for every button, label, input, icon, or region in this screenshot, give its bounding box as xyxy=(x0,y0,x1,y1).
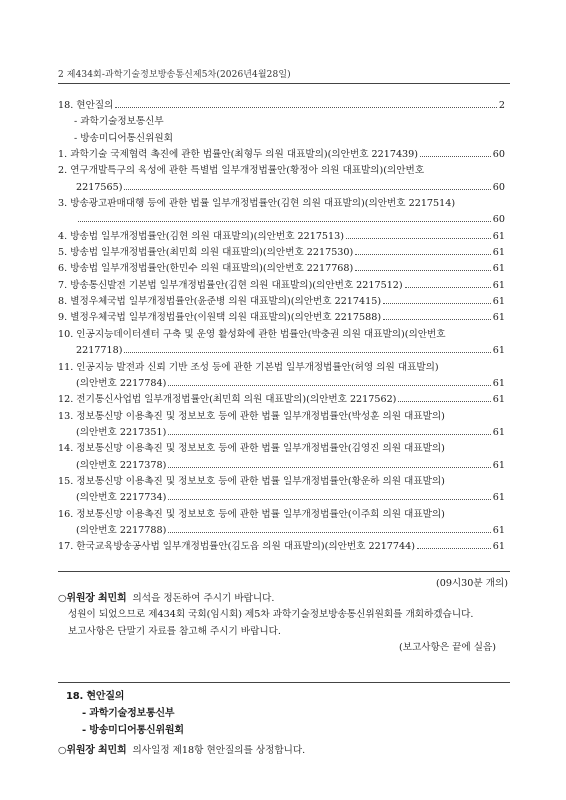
toc-item xyxy=(58,474,505,507)
toc-leader xyxy=(124,352,490,353)
toc-item-row xyxy=(58,425,505,441)
toc-leader xyxy=(405,287,491,288)
toc-item xyxy=(58,327,505,360)
toc-item-text: (의안번호 2217734) xyxy=(76,492,167,504)
toc-item xyxy=(58,278,505,294)
speech-text: 의석을 정돈하여 주시기 바랍니다. xyxy=(132,593,275,604)
speaker-mark: ○ xyxy=(58,745,67,756)
speech-paragraph: 성원이 되었으므로 제434회 국회(임시회) 제5차 과학기술정보방송통신위원회를 개회하겠습니다. xyxy=(68,609,474,621)
agenda-section xyxy=(58,689,510,739)
toc-item-text: 8. 별정우체국법 일부개정법률안(윤준병 의원 대표발의)(의안번호 2217415) xyxy=(58,296,382,308)
toc-item-row xyxy=(58,458,505,474)
toc-item-text: 15. 정보통신망 이용촉진 및 정보보호 등에 관한 법률 일부개정법률안(황운하 의원 대표발의) xyxy=(58,475,445,487)
toc-item-text: 16. 정보통신망 이용촉진 및 정보보호 등에 관한 법률 일부개정법률안(이주희 의원 대표발의) xyxy=(58,508,445,520)
toc-item-row xyxy=(58,245,505,261)
toc-item xyxy=(58,261,505,277)
toc-leader xyxy=(417,548,491,549)
toc-item-text: 2. 연구개발특구의 육성에 관한 특별법 일부개정법률안(황정아 의원 대표발의)(의안번호 xyxy=(58,165,425,177)
section-sub-ministry: - 과학기술정보통신부 xyxy=(82,707,175,719)
speaker-mark: ○ xyxy=(58,593,67,604)
toc-item-text: (의안번호 2217378) xyxy=(76,459,167,471)
report-note: (보고사항은 끝에 실음) xyxy=(399,642,496,654)
toc-item-page: 61 xyxy=(492,377,505,389)
toc-item-page: 61 xyxy=(492,541,505,553)
toc-item-row xyxy=(58,539,505,555)
toc-item-row xyxy=(58,294,505,310)
toc-item-page: 61 xyxy=(492,345,505,357)
opening-time: (09시30분 개의) xyxy=(435,578,508,589)
toc-item xyxy=(58,196,505,229)
toc-item-text: 2217718) xyxy=(76,345,123,357)
toc-item-page: 61 xyxy=(492,279,505,291)
toc-item-page: 61 xyxy=(492,394,505,406)
toc-section-page: 2 xyxy=(498,100,505,111)
toc-item-text: 11. 인공지능 발전과 신뢰 기반 조성 등에 관한 기본법 일부개정법률안(허영 의원 대표발의) xyxy=(58,361,439,373)
toc-item-row xyxy=(58,343,505,359)
toc-item-page: 61 xyxy=(492,524,505,536)
toc-item-text: 17. 한국교육방송공사법 일부개정법률안(김도읍 의원 대표발의)(의안번호 2217744) xyxy=(58,541,415,553)
speaker-name: 위원장 최민희 xyxy=(66,593,127,604)
toc-leader xyxy=(124,189,490,190)
page-header: 2 제434회-과학기술정보방송통신제5차(2026년4월28일) xyxy=(58,70,291,80)
toc-item-text: 3. 방송광고판매대행 등에 관한 법률 일부개정법률안(김현 의원 대표발의)(의안번호 2217514) xyxy=(58,198,456,210)
toc-item-row xyxy=(58,180,505,196)
section-rule xyxy=(58,682,510,683)
toc-item xyxy=(58,310,505,326)
toc-item xyxy=(58,229,505,245)
toc-item-text: 10. 인공지능데이터센터 구축 및 운영 활성화에 관한 법률안(박충권 의원 대표발의)(의안번호 xyxy=(58,328,446,340)
toc-leader xyxy=(420,156,491,157)
toc-sub-ministry: - 과학기술정보통신부 xyxy=(74,116,164,128)
toc-item-text: 5. 방송법 일부개정법률안(최민희 의원 대표발의)(의안번호 2217530) xyxy=(58,247,354,259)
toc-item xyxy=(58,360,505,393)
toc-item-row xyxy=(58,392,505,408)
toc-leader xyxy=(115,107,497,108)
toc-leader xyxy=(168,532,490,533)
toc-item-row xyxy=(58,147,505,163)
toc-item-page: 61 xyxy=(492,230,505,242)
toc-item-row xyxy=(58,376,505,392)
toc-item-page: 60 xyxy=(492,214,505,226)
toc-item-text: 14. 정보통신망 이용촉진 및 정보보호 등에 관한 법률 일부개정법률안(김영진 의원 대표발의) xyxy=(58,443,445,455)
toc-leader xyxy=(78,221,491,222)
toc-item xyxy=(58,507,505,540)
toc-item-text: 2217565) xyxy=(76,181,123,193)
toc-leader xyxy=(383,319,491,320)
toc-item-row xyxy=(58,278,505,294)
toc-bottom-rule xyxy=(58,571,510,572)
toc-item-row xyxy=(58,490,505,506)
toc-item-text: 4. 방송법 일부개정법률안(김현 의원 대표발의)(의안번호 2217513) xyxy=(58,230,344,242)
toc-item xyxy=(58,441,505,474)
speech-agenda xyxy=(58,741,510,756)
speech-paragraph: 보고사항은 단말기 자료를 참고해 주시기 바랍니다. xyxy=(68,625,281,637)
toc-leader xyxy=(355,270,491,271)
toc-sub-commission: - 방송미디어통신위원회 xyxy=(74,132,173,144)
toc-item xyxy=(58,409,505,442)
toc-item xyxy=(58,147,505,163)
toc-item xyxy=(58,392,505,408)
toc-leader xyxy=(168,434,490,435)
toc-item-text: (의안번호 2217351) xyxy=(76,426,167,438)
table-of-contents xyxy=(58,98,505,556)
toc-section-row xyxy=(58,98,505,114)
toc-item-text: 7. 방송통신발전 기본법 일부개정법률안(김현 의원 대표발의)(의안번호 2217512) xyxy=(58,279,403,291)
toc-item-row xyxy=(58,261,505,277)
toc-item-text: 12. 전기통신사업법 일부개정법률안(최민희 의원 대표발의)(의안번호 2217562) xyxy=(58,394,397,406)
toc-item-text: 6. 방송법 일부개정법률안(한민수 의원 대표발의)(의안번호 2217768) xyxy=(58,263,354,275)
section-sub-commission: - 방송미디어통신위원회 xyxy=(82,724,184,736)
toc-item-page: 61 xyxy=(492,263,505,275)
toc-item-page: 61 xyxy=(492,459,505,471)
toc-item-row xyxy=(58,229,505,245)
toc-item-page: 60 xyxy=(492,181,505,193)
toc-leader xyxy=(168,385,490,386)
toc-item-text: 13. 정보통신망 이용촉진 및 정보보호 등에 관한 법률 일부개정법률안(박성훈 의원 대표발의) xyxy=(58,410,445,422)
section-title: 18. 현안질의 xyxy=(66,691,125,702)
toc-item-row xyxy=(58,310,505,326)
header-rule xyxy=(58,83,510,84)
toc-item xyxy=(58,539,505,555)
toc-section-title: 18. 현안질의 xyxy=(58,100,114,111)
speech-opening xyxy=(58,591,510,656)
toc-leader xyxy=(398,401,490,402)
toc-leader xyxy=(346,238,491,239)
toc-item-page: 61 xyxy=(492,492,505,504)
toc-item-text: (의안번호 2217784) xyxy=(76,377,167,389)
toc-leader xyxy=(383,303,491,304)
toc-item-page: 61 xyxy=(492,296,505,308)
speech-text: 의사일정 제18항 현안질의를 상정합니다. xyxy=(132,745,306,756)
toc-item-page: 61 xyxy=(492,312,505,324)
toc-item-page: 61 xyxy=(492,426,505,438)
toc-item-page: 61 xyxy=(492,247,505,259)
toc-leader xyxy=(168,467,490,468)
speaker-name: 위원장 최민희 xyxy=(66,745,127,756)
toc-item xyxy=(58,163,505,196)
speech-line xyxy=(58,591,510,607)
toc-item-text: (의안번호 2217788) xyxy=(76,524,167,536)
toc-item-page: 60 xyxy=(492,149,505,161)
toc-leader xyxy=(168,499,490,500)
toc-leader xyxy=(355,254,491,255)
toc-item-text: 1. 과학기술 국제협력 촉진에 관한 법률안(최형두 의원 대표발의)(의안번호 2217439) xyxy=(58,149,419,161)
toc-item-text: 9. 별정우체국법 일부개정법률안(이원택 의원 대표발의)(의안번호 2217588) xyxy=(58,312,382,324)
toc-item xyxy=(58,294,505,310)
toc-item-row xyxy=(58,212,505,228)
toc-item-row xyxy=(58,523,505,539)
toc-item xyxy=(58,245,505,261)
